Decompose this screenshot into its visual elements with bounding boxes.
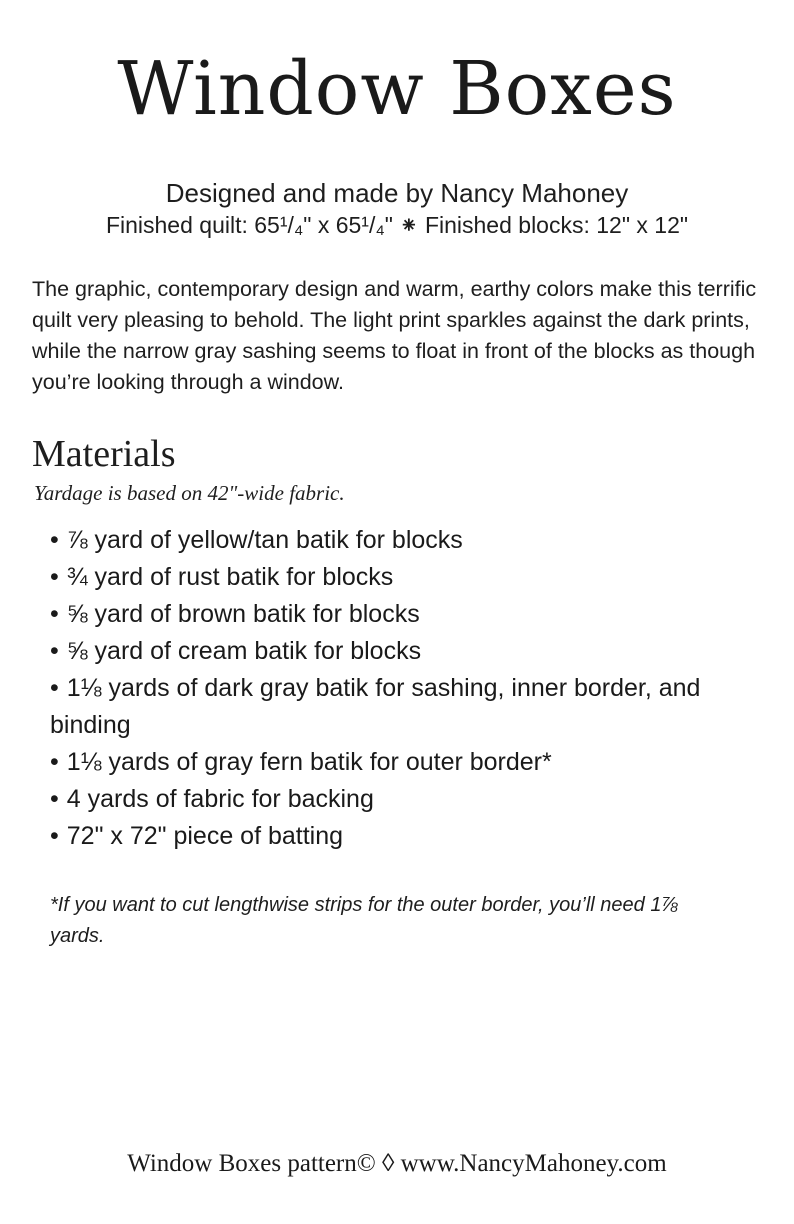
list-item-text: 72" x 72" piece of batting <box>66 822 344 850</box>
bullet: • <box>50 748 59 776</box>
materials-list <box>50 522 750 855</box>
bullet: • <box>50 822 59 850</box>
list-item-text: ⅞ yard of yellow/tan batik for blocks <box>66 526 463 554</box>
bullet: • <box>50 674 59 702</box>
list-item-text: ⅝ yard of cream batik for blocks <box>66 637 422 665</box>
bullet: • <box>50 526 59 554</box>
list-item-text: 4 yards of fabric for backing <box>66 785 374 813</box>
bullet: • <box>50 563 59 591</box>
list-item <box>50 670 750 744</box>
list-item-text: 1⅛ yards of dark gray batik for sashing, inner border, and binding <box>50 674 701 739</box>
finished-size: Finished quilt: 65¹/₄" x 65¹/₄" ⁕ Finished blocks: 12" x 12" <box>105 212 689 238</box>
list-item-text: 1⅛ yards of gray fern batik for outer border* <box>66 748 552 776</box>
materials-heading: Materials <box>32 433 176 475</box>
list-item <box>50 781 750 818</box>
list-item <box>50 596 750 633</box>
list-item <box>50 522 750 559</box>
bullet: • <box>50 637 59 665</box>
designer-byline: Designed and made by Nancy Mahoney <box>165 178 629 208</box>
list-item <box>50 633 750 670</box>
yardage-note: Yardage is based on 42"-wide fabric. <box>34 481 345 505</box>
page-title: Window Boxes <box>117 46 677 132</box>
list-item <box>50 818 750 855</box>
list-item-text: ⅝ yard of brown batik for blocks <box>66 600 420 628</box>
footnote: *If you want to cut lengthwise strips for the outer border, you’ll need 1⅞ yards. <box>50 894 679 947</box>
list-item <box>50 744 750 781</box>
bullet: • <box>50 785 59 813</box>
intro-paragraph: The graphic, contemporary design and warm, earthy colors make this terrific quilt very pleasing to behold. The light print sparkles against the dark prints, while the narrow gray sashing seems to float in front of the blocks as though you’re looking through a window. <box>32 277 757 394</box>
list-item-text: ¾ yard of rust batik for blocks <box>66 563 394 591</box>
page-footer: Window Boxes pattern© ◊ www.NancyMahoney.com <box>127 1150 667 1177</box>
list-item <box>50 559 750 596</box>
bullet: • <box>50 600 59 628</box>
